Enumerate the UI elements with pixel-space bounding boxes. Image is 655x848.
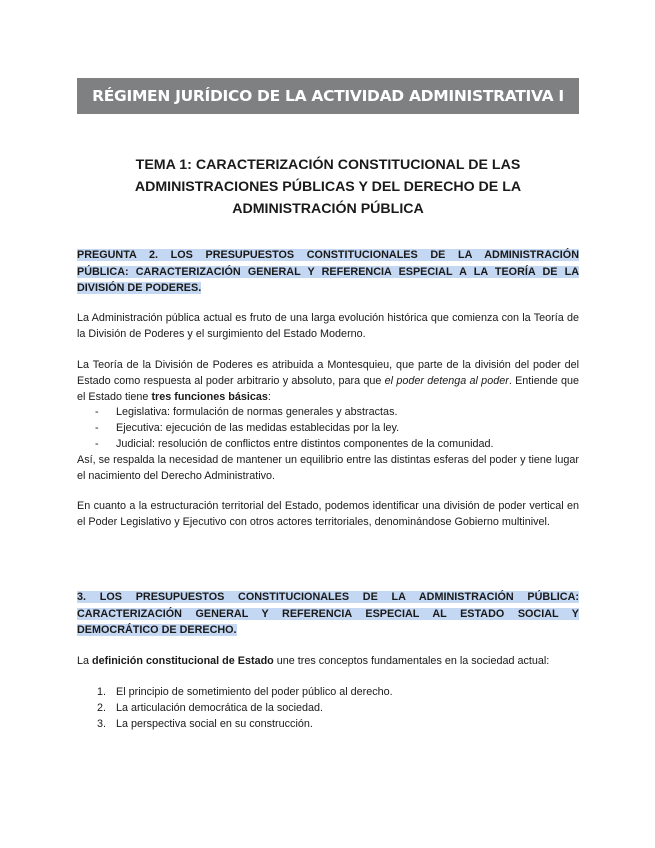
question-3-heading-line-2: CARACTERIZACIÓN GENERAL Y REFERENCIA ESPECIAL AL ESTADO SOCIAL Y (77, 607, 579, 620)
question-3-heading (77, 589, 579, 639)
montesquieu-text-3: : (267, 391, 271, 403)
topic-title-line-2: ADMINISTRACIONES PÚBLICAS Y DEL DERECHO DE LA (134, 179, 522, 195)
list-number: 1. (97, 686, 107, 698)
montesquieu-bold-term: tres funciones básicas (151, 391, 268, 403)
question-2-heading-line-2: PÚBLICA: CARACTERIZACIÓN GENERAL Y REFERENCIA ESPECIAL A LA TEORÍA DE LA (77, 265, 579, 278)
topic-title (77, 154, 579, 220)
paragraph-montesquieu (77, 357, 579, 405)
paragraph-evolution: La Administración pública actual es fruto de una larga evolución histórica que comienza con la Teoría de la División de Poderes y el surgimiento del Estado Moderno. (77, 312, 579, 340)
list-item-text: La perspectiva social en su construcción. (116, 718, 313, 730)
list-marker: - (95, 406, 99, 418)
definition-text-2: une tres conceptos fundamentales en la sociedad actual: (273, 655, 550, 667)
list-number: 2. (97, 702, 107, 714)
question-2-heading-line-1: PREGUNTA 2. LOS PRESUPUESTOS CONSTITUCIONALES DE LA ADMINISTRACIÓN (77, 249, 579, 261)
list-item-text: Judicial: resolución de conflictos entre distintos componentes de la comunidad. (116, 438, 494, 450)
topic-title-line-3: ADMINISTRACIÓN PÚBLICA (232, 201, 424, 217)
course-banner (77, 78, 579, 114)
list-item-text: El principio de sometimiento del poder público al derecho. (116, 686, 393, 698)
question-2-heading-line-3: DIVISIÓN DE PODERES. (77, 282, 202, 294)
definition-text-1: La (77, 655, 93, 667)
paragraph-state-definition (77, 653, 579, 669)
montesquieu-quote: el poder detenga al poder (384, 375, 509, 387)
list-marker: - (95, 422, 99, 434)
montesquieu-text-2: . Entiende que el Estado tiene (77, 375, 579, 403)
course-title: RÉGIMEN JURÍDICO DE LA ACTIVIDAD ADMINISTRATIVA I (92, 87, 564, 105)
paragraph-equilibrium: Así, se respalda la necesidad de mantener un equilibrio entre las distintas esferas del poder y tiene lugar el nacimiento del Derecho Administrativo. (77, 454, 579, 482)
paragraph-territorial: En cuanto a la estructuración territorial del Estado, podemos identificar una división de poder vertical en el Poder Legislativo y Ejecutivo con otros actores territoriales, denominándose Gobierno multinivel. (77, 500, 579, 528)
list-item-text: Legislativa: formulación de normas generales y abstractas. (116, 406, 398, 418)
definition-bold-term: definición constitucional de Estado (92, 655, 274, 667)
question-2-heading (77, 247, 579, 297)
list-number: 3. (97, 718, 107, 730)
list-item-text: La articulación democrática de la sociedad. (116, 702, 324, 714)
montesquieu-text-1: La Teoría de la División de Poderes es atribuida a Montesquieu, que parte de la división del poder del Estado como respuesta al poder arbitrario y absoluto, para que (77, 359, 579, 387)
question-3-heading-line-3: DEMOCRÁTICO DE DERECHO. (77, 624, 237, 636)
list-item-text: Ejecutiva: ejecución de las medidas establecidas por la ley. (116, 422, 400, 434)
question-3-heading-line-1: 3. LOS PRESUPUESTOS CONSTITUCIONALES DE LA ADMINISTRACIÓN PÚBLICA: (77, 591, 579, 603)
topic-title-line-1: TEMA 1: CARACTERIZACIÓN CONSTITUCIONAL DE LAS (135, 157, 521, 173)
list-marker: - (95, 438, 99, 450)
